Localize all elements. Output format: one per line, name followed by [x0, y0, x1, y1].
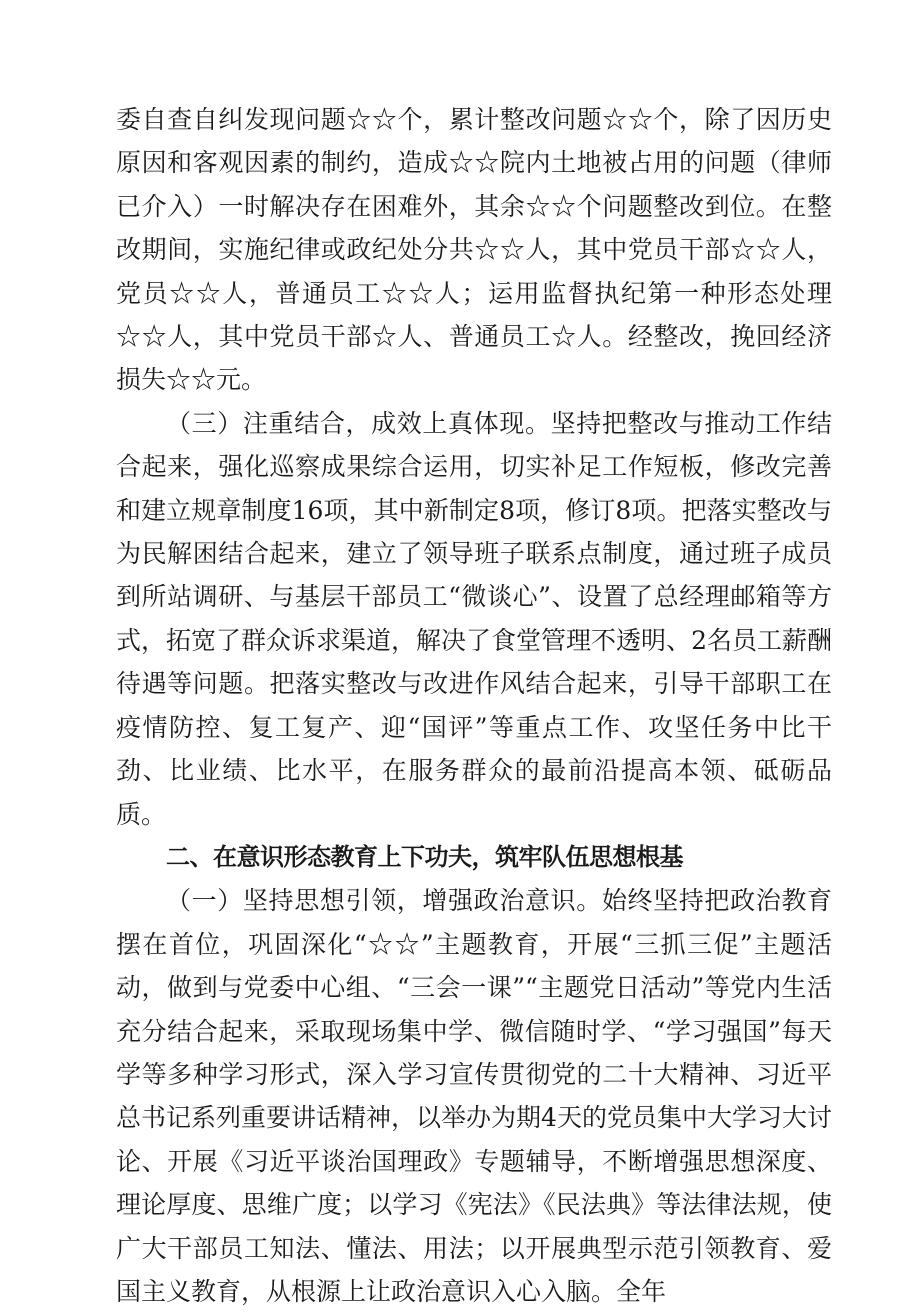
paragraph-continued-rectification-results: 委自查自纠发现问题☆☆个，累计整改问题☆☆个，除了因历史原因和客观因素的制约，造成☆☆院内土地被占用的问题（律师已介入）一时解决存在困难外，其余☆☆个问题整改到位。在整改期间，实施纪律或政纪处分共☆☆人，其中党员干部☆☆人，党员☆☆人，普通员工☆☆人；运用监督执纪第一种形态处理☆☆人，其中党员干部☆人、普通员工☆人。经整改，挽回经济损失☆☆元。 [116, 105, 832, 395]
section-heading-ideology-education: 二、在意识形态教育上下功夫，筑牢队伍思想根基 [166, 842, 683, 871]
paragraph-section-three-integration: （三）注重结合，成效上真体现。坚持把整改与推动工作结合起来，强化巡察成果综合运用，切实补足工作短板，修改完善和建立规章制度16项，其中新制定8项，修订8项。把落实整改与为民解困结合起来，建立了领导班子联系点制度，通过班子成员到所站调研、与基层干部员工“微谈心”、设置了总经理邮箱等方式，拓宽了群众诉求渠道，解决了食堂管理不透明、2名员工薪酬待遇等问题。把落实整改与改进作风结合起来，引导干部职工在疫情防控、复工复产、迎“国评”等重点工作、攻坚任务中比干劲、比业绩、比水平，在服务群众的最前沿提高本领、砥砺品质。 [116, 408, 832, 829]
paragraph-section-one-political-awareness: （一）坚持思想引领，增强政治意识。始终坚持把政治教育摆在首位，巩固深化“☆☆”主题教育，开展“三抓三促”主题活动，做到与党委中心组、“三会一课”“主题党日活动”等党内生活充分结合起来，采取现场集中学、微信随时学、“学习强国”每天学等多种学习形式，深入学习宣传贯彻党的二十大精神、习近平总书记系列重要讲话精神，以举办为期4天的党员集中大学习大讨论、开展《习近平谈治国理政》专题辅导，不断增强思想深度、理论厚度、思维广度；以学习《宪法》《民法典》等法律法规，使广大干部员工知法、懂法、用法；以开展典型示范引领教育、爱国主义教育，从根源上让政治意识入心入脑。全年 [116, 886, 832, 1306]
document-body [116, 98, 832, 1313]
